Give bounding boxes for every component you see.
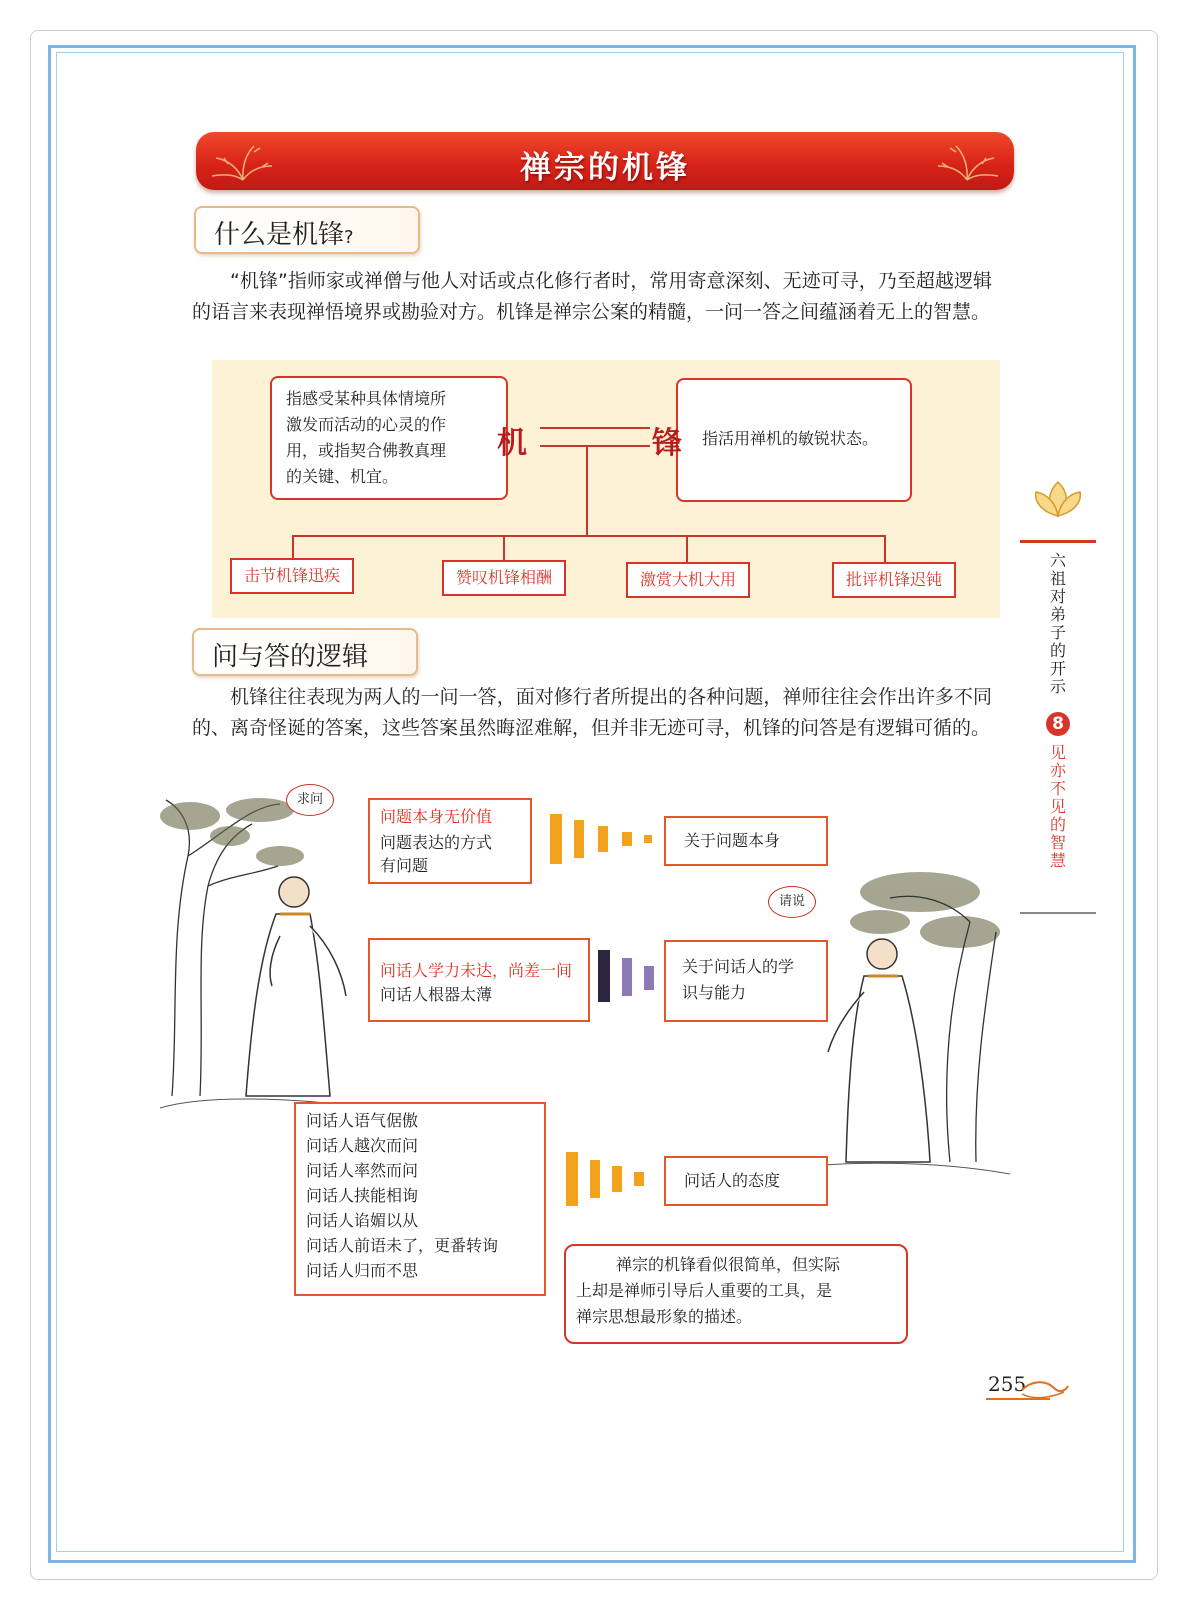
arrow-bar	[590, 1160, 600, 1198]
branch-drop	[503, 535, 505, 561]
branch-drop	[292, 535, 294, 559]
section1-heading-text: 什么是机锋	[214, 220, 345, 250]
chapter-side-tab	[1020, 540, 1098, 910]
arrow-bar	[598, 950, 610, 1002]
tab-bottom-rule	[1020, 912, 1096, 914]
connector-line	[540, 445, 650, 447]
section2-heading-text: 问与答的逻辑	[212, 642, 369, 672]
section2-paragraph: 机锋往往表现为两人的一问一答，面对修行者所提出的各种问题，禅师往往会作出许多不同的、离奇怪诞的答案，这些答案虽然晦涩难解，但并非无迹可寻，机锋的问答是有逻辑可循的。	[192, 686, 992, 739]
label-box-about-question: 关于问题本身	[664, 816, 828, 866]
monk-asking-illustration	[160, 796, 370, 1116]
tab-top-rule	[1020, 540, 1096, 543]
category-box: 批评机锋迟钝	[832, 562, 956, 598]
cause-box-attitude: 问话人语气倨傲 问话人越次而问 问话人率然而问 问话人挟能相询 问话人谄媚以从 问话人前语未了，更番转询 问话人归而不思	[294, 1102, 546, 1296]
ji-character: 机	[497, 426, 527, 461]
page-number: 255	[988, 1372, 1027, 1396]
chapter-title: 六祖对弟子的开示	[1049, 551, 1066, 696]
section-heading-logic	[192, 628, 418, 676]
cause-box-ability: 问话人学力未达，尚差一间 问话人根器太薄	[368, 938, 590, 1022]
arrow-bar	[644, 966, 654, 990]
page-number-underline	[986, 1398, 1050, 1400]
chapter-subtitle: 见亦不见的智慧	[1049, 743, 1066, 870]
summary-text: 禅宗的机锋看似很简单，但实际 上却是禅师引导后人重要的工具，是 禅宗思想最形象的描述。	[576, 1255, 841, 1326]
page-number-ornament-icon	[1020, 1378, 1070, 1400]
page-title: 禅宗的机锋	[520, 150, 690, 186]
trunk-line	[586, 446, 588, 536]
title-banner	[196, 132, 1014, 190]
category-box: 赞叹机锋相酬	[442, 560, 566, 596]
speech-bubble-ask: 求问	[286, 784, 334, 816]
arrow-bar	[622, 832, 632, 846]
cause-box-question-itself: 问题本身无价值 问题表达的方式 有问题	[368, 798, 532, 884]
branch-drop	[884, 535, 886, 563]
feng-character: 锋	[652, 426, 682, 461]
arrow-bar	[550, 814, 562, 864]
category-box: 激赏大机大用	[626, 562, 750, 598]
arrow-bar	[574, 820, 584, 858]
arrow-bar	[566, 1152, 578, 1206]
section1-paragraph: “机锋”指师家或禅僧与他人对话或点化修行者时，常用寄意深刻、无迹可寻，乃至超越逻辑的语言来表现禅悟境界或勘验对方。机锋是禅宗公案的精髓，一问一答之间蕴涵着无上的智慧。	[192, 270, 992, 323]
connector-line	[540, 427, 650, 429]
label-box-about-ability: 关于问话人的学 识与能力	[664, 940, 828, 1022]
chapter-number: 8	[1046, 712, 1070, 736]
lotus-icon	[1030, 476, 1086, 524]
ji-definition: 指感受某种具体情境所 激发而活动的心灵的作 用，或指契合佛教真理 的关键、机宜。	[286, 389, 447, 486]
arrow-bar	[612, 1166, 622, 1192]
lotus-ornament-icon	[932, 140, 1002, 182]
arrow-bar	[644, 835, 652, 843]
label-box-attitude: 问话人的态度	[664, 1156, 828, 1206]
category-box: 击节机锋迅疾	[230, 558, 354, 594]
branch-drop	[686, 535, 688, 563]
arrow-bar	[634, 1172, 644, 1186]
section1-heading-mark: ?	[344, 227, 354, 248]
section-heading-what-is-jifeng	[194, 206, 420, 254]
arrow-bar	[622, 958, 632, 996]
feng-definition: 指活用禅机的敏锐状态。	[702, 429, 879, 448]
branch-line	[292, 535, 884, 537]
speech-bubble-please-say: 请说	[768, 886, 816, 918]
arrow-bar	[598, 826, 608, 852]
